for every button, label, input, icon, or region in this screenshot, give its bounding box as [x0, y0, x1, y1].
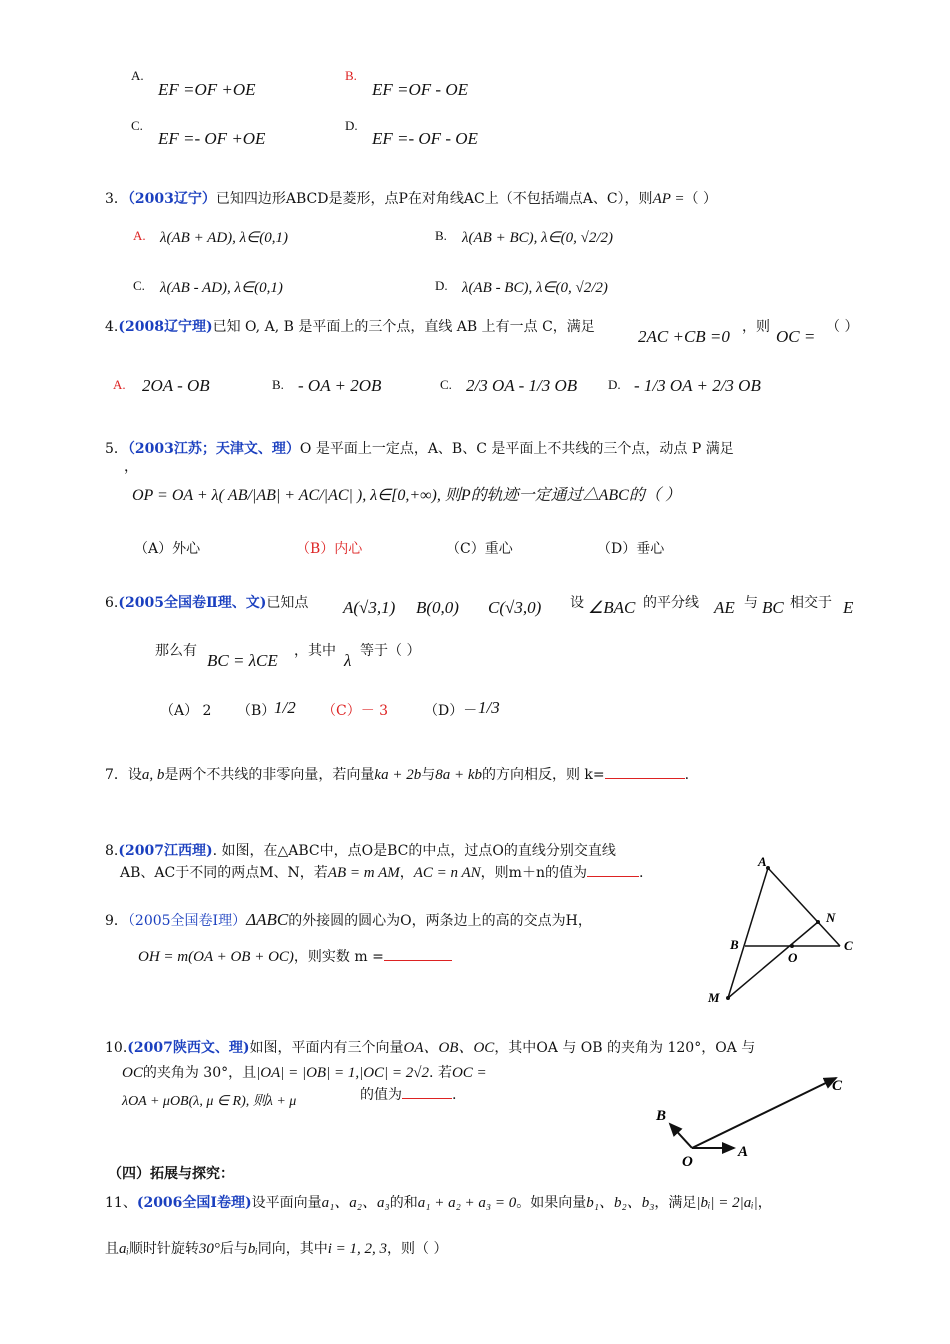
q7-stem-2: 是两个不共线的非零向量，若向量 [164, 767, 375, 783]
q6-e: E [843, 598, 854, 617]
q6-point-a: A(√3,1) [343, 598, 396, 617]
q2-option-a: EF =OF +OE [158, 80, 256, 99]
q4-paren: （ ） [826, 319, 859, 335]
q6-source: (2005全国卷Ⅱ理、文) [118, 595, 267, 611]
q10-stem-2: ，其中 [494, 1040, 537, 1056]
q8-line-2 [120, 862, 643, 882]
q9-triangle: ΔABC [246, 910, 289, 929]
q6-option-a: （A） 2 [160, 703, 212, 719]
q8-end: . [638, 865, 644, 881]
q11-a-vectors: a₁、a₂、a₃ [321, 1195, 390, 1211]
q10-oc-norm: |OC| = 2√2 [359, 1065, 430, 1081]
line-am [728, 868, 768, 998]
q5-comma: ， [124, 459, 138, 475]
q7-vars: a, b [141, 767, 165, 783]
q11-bi: bᵢ [247, 1241, 258, 1257]
q9-stem-1: 的外接圆的圆心为O，两条边上的高的交点为H， [288, 913, 592, 929]
q6-option-d-value: 1/3 [478, 698, 500, 717]
q10-stem-4: OA 与 [715, 1040, 756, 1056]
q6-stem-1: 已知点 [266, 595, 309, 611]
q2-option-d-label: D. [345, 118, 358, 133]
q10-end: . [452, 1087, 457, 1103]
q6-bc: BC [762, 598, 784, 617]
q7-line [105, 764, 689, 784]
fig2-label-c: C [832, 1078, 843, 1094]
q4-then: ，则 [742, 319, 770, 335]
q4-stem-line [105, 316, 595, 336]
q8-stem-2: AB、AC于不同的两点M、N，若 [120, 865, 328, 881]
q5-source: （2003江苏；天津文、理） [127, 441, 300, 457]
q6-stem-4: 与 [744, 595, 758, 611]
q9-number: 9． [105, 913, 128, 929]
q11-stem-3: 。如果向量 [516, 1195, 587, 1211]
q11-degree: 30° [198, 1241, 220, 1257]
q11-line2-e: ，则（ ） [387, 1241, 448, 1257]
q3-number: 3． [105, 191, 128, 207]
q6-angle: ∠BAC [588, 598, 636, 617]
q4-option-a: 2OA - OB [142, 376, 210, 395]
q4-source: (2008辽宁理) [118, 319, 213, 335]
q3-option-d: λ(AB - BC), λ∈(0, √2/2) [462, 280, 608, 296]
q6-ae: AE [714, 598, 735, 617]
q5-stem-line [105, 438, 734, 458]
q3-stem-expr: AP = [652, 191, 685, 207]
q5-option-b: （B）内心 [296, 541, 363, 557]
q11-number: 11、 [105, 1195, 137, 1211]
q5-stem: O 是平面上一定点，A、B、C 是平面上不共线的三个点，动点 P 满足 [299, 441, 734, 457]
q7-answer-blank[interactable] [605, 778, 685, 779]
q3-stem: 已知四边形ABCD是菱形，点P在对角线AC上（不包括端点A、C），则 [215, 191, 653, 207]
q9-answer-blank[interactable] [384, 960, 452, 961]
fig1-label-o: O [788, 950, 798, 965]
q7-stem-4: 的方向相反，则 k= [481, 767, 605, 783]
q6-stem-2: 设 [570, 595, 584, 611]
q5-option-a: （A）外心 [134, 541, 201, 557]
q6-lambda: λ [344, 651, 352, 670]
q10-value-line [360, 1084, 456, 1104]
q11-b-vectors: b₁、b₂、b₃ [586, 1195, 655, 1211]
q9-source: （2005全国卷Ⅰ理） [127, 913, 247, 929]
fig1-label-n: N [826, 910, 836, 925]
q2-option-a-label: A. [131, 68, 144, 83]
fig2-label-a: A [738, 1144, 749, 1160]
q3-source: （2003辽宁） [127, 191, 216, 207]
q11-line2-b: 顺时针旋转 [128, 1241, 199, 1257]
q11-line2-a: 且 [105, 1241, 119, 1257]
q10-source: (2007陕西文、理) [127, 1040, 250, 1056]
q4-option-d-label: D. [608, 377, 621, 392]
q5-number: 5． [105, 441, 128, 457]
q8-stem-4: ，则m＋n的值为 [480, 865, 587, 881]
line-mn [728, 922, 818, 998]
q11-sum: a₁ + a₂ + a₃ = 0 [417, 1195, 517, 1211]
q2-option-c: EF =- OF +OE [158, 129, 266, 148]
q4-option-b: - OA + 2OB [298, 376, 382, 395]
q5-formula: OP = OA + λ( AB/|AB| + AC/|AC| ), λ∈[0,+∞), 则P的轨迹一定通过△ABC的（ ） [132, 487, 681, 504]
q3-stem-line [105, 188, 717, 208]
q2-option-d: EF =- OF - OE [372, 129, 478, 148]
vector-figure [648, 1068, 858, 1168]
q4-number: 4. [105, 319, 119, 335]
q3-option-d-label: D. [435, 278, 448, 293]
q3-option-a-label: A. [133, 228, 146, 243]
q3-option-b-label: B. [435, 228, 447, 243]
q5-option-c: （C）重心 [446, 541, 513, 557]
q6-stem-3: 的平分线 [643, 595, 699, 611]
q4-condition: 2AC +CB =0 [638, 327, 730, 346]
q7-stem-1: 设 [127, 767, 142, 783]
fig1-label-m: M [708, 990, 720, 1005]
q4-option-c: 2/3 OA - 1/3 OB [466, 376, 578, 395]
q6-option-c: （C）－ 3 [322, 703, 389, 719]
q6-option-d: （D）－ [424, 703, 478, 719]
fig1-label-c: C [844, 938, 853, 953]
fig1-label-b: B [730, 937, 739, 952]
q8-source: (2007江西理) [118, 843, 213, 859]
q8-answer-blank[interactable] [587, 876, 639, 877]
q11-line-2 [105, 1238, 448, 1258]
q4-option-a-label: A. [113, 377, 126, 392]
q4-option-c-label: C. [440, 377, 452, 392]
q10-line-2 [122, 1062, 487, 1082]
q11-condition: |bᵢ| = 2|aᵢ| [696, 1195, 758, 1211]
q2-option-b: EF =OF - OE [372, 80, 468, 99]
q10-line-1 [105, 1036, 755, 1057]
q11-index: i = 1, 2, 3 [327, 1241, 388, 1257]
section-heading: （四）拓展与探究： [108, 1166, 234, 1182]
q10-stem-1: 如图，平面内有三个向量 [249, 1040, 404, 1056]
q6-line2-b: ，其中 [294, 643, 336, 659]
q4-option-d: - 1/3 OA + 2/3 OB [634, 376, 761, 395]
q2-option-b-label: B. [345, 68, 357, 83]
q4-ask: OC = [776, 327, 816, 346]
q10-line-3 [122, 1090, 296, 1110]
q3-paren: （ ） [684, 191, 717, 207]
q6-stem-5: 相交于 [790, 595, 832, 611]
q7-number: 7． [105, 767, 128, 783]
q11-stem-2: 的和 [389, 1195, 418, 1211]
q7-stem-3: 与 [421, 767, 436, 783]
q9-line-1 [105, 910, 592, 930]
q4-stem: 已知 O, A, B 是平面上的三个点，直线 AB 上有一点 C，满足 [212, 319, 595, 335]
q7-end: . [684, 767, 690, 783]
q10-number: 10. [105, 1040, 128, 1056]
fig2-label-b: B [656, 1108, 667, 1124]
q11-line2-c: 后与 [219, 1241, 248, 1257]
q3-option-a: λ(AB + AD), λ∈(0,1) [160, 230, 288, 246]
q11-line-1 [105, 1191, 772, 1212]
q10-oc-eq: OC = [451, 1065, 487, 1081]
q8-stem-1: . 如图，在△ABC中，点O是BC的中点，过点O的直线分别交直线 [212, 843, 616, 859]
q6-relation: BC = λCE [207, 651, 278, 670]
vector-ob [670, 1124, 692, 1148]
q10-vectors: OA、OB、OC [403, 1040, 495, 1056]
q10-stem-3: OA 与 OB 的夹角为 120°， [536, 1040, 716, 1056]
fig1-label-a: A [758, 854, 767, 869]
q6-line2-c: 等于（ ） [360, 643, 421, 659]
q6-point-c: C(√3,0) [488, 598, 542, 617]
q11-source: (2006全国Ⅰ卷理) [136, 1195, 252, 1211]
q10-angle-text: 的夹角为 30°，且 [142, 1065, 257, 1081]
q8-expr-1: AB = m AM [327, 865, 400, 881]
q10-answer-blank[interactable] [402, 1098, 452, 1099]
q11-line2-d: 同向，其中 [257, 1241, 328, 1257]
q3-option-c: λ(AB - AD), λ∈(0,1) [160, 280, 283, 296]
q10-value-text: 的值为 [360, 1087, 402, 1103]
q10-expr: λOA + μOB(λ, μ ∈ R), 则λ + μ [122, 1094, 297, 1109]
q8-expr-2: AC = n AN [413, 865, 481, 881]
q3-option-c-label: C. [133, 278, 145, 293]
q2-option-c-label: C. [131, 118, 143, 133]
q8-number: 8. [105, 843, 119, 859]
q8-line-1 [105, 840, 616, 860]
q6-line2-a: 那么有 [155, 643, 197, 659]
q6-number: 6. [105, 595, 119, 611]
q6-option-b-value: 1/2 [274, 698, 296, 717]
q10-norms: |OA| = |OB| = 1, [256, 1065, 360, 1081]
q11-comma: ， [757, 1195, 772, 1211]
fig2-label-o: O [682, 1154, 693, 1168]
q6-stem-line [105, 592, 308, 612]
q11-stem-1: 设平面向量 [251, 1195, 322, 1211]
q7-vector-1: ka + 2b [374, 767, 422, 783]
q10-if: . 若 [429, 1065, 452, 1081]
q11-ai: aᵢ [119, 1241, 129, 1257]
q9-line-2 [138, 946, 452, 966]
q6-option-b: （B） [237, 703, 276, 719]
vector-oc [692, 1078, 836, 1148]
q10-oc: OC [122, 1065, 143, 1081]
q3-option-b: λ(AB + BC), λ∈(0, √2/2) [462, 230, 614, 246]
q8-stem-3: ， [399, 865, 414, 881]
triangle-figure [700, 850, 870, 1010]
q11-stem-4: ，满足 [654, 1195, 697, 1211]
q9-expr: OH = m(OA + OB + OC) [138, 949, 294, 965]
q7-vector-2: 8a + kb [435, 767, 482, 783]
q4-option-b-label: B. [272, 377, 284, 392]
q5-option-d: （D）垂心 [597, 541, 665, 557]
q6-point-b: B(0,0) [416, 598, 459, 617]
q9-stem-2: ，则实数 m = [293, 949, 384, 965]
